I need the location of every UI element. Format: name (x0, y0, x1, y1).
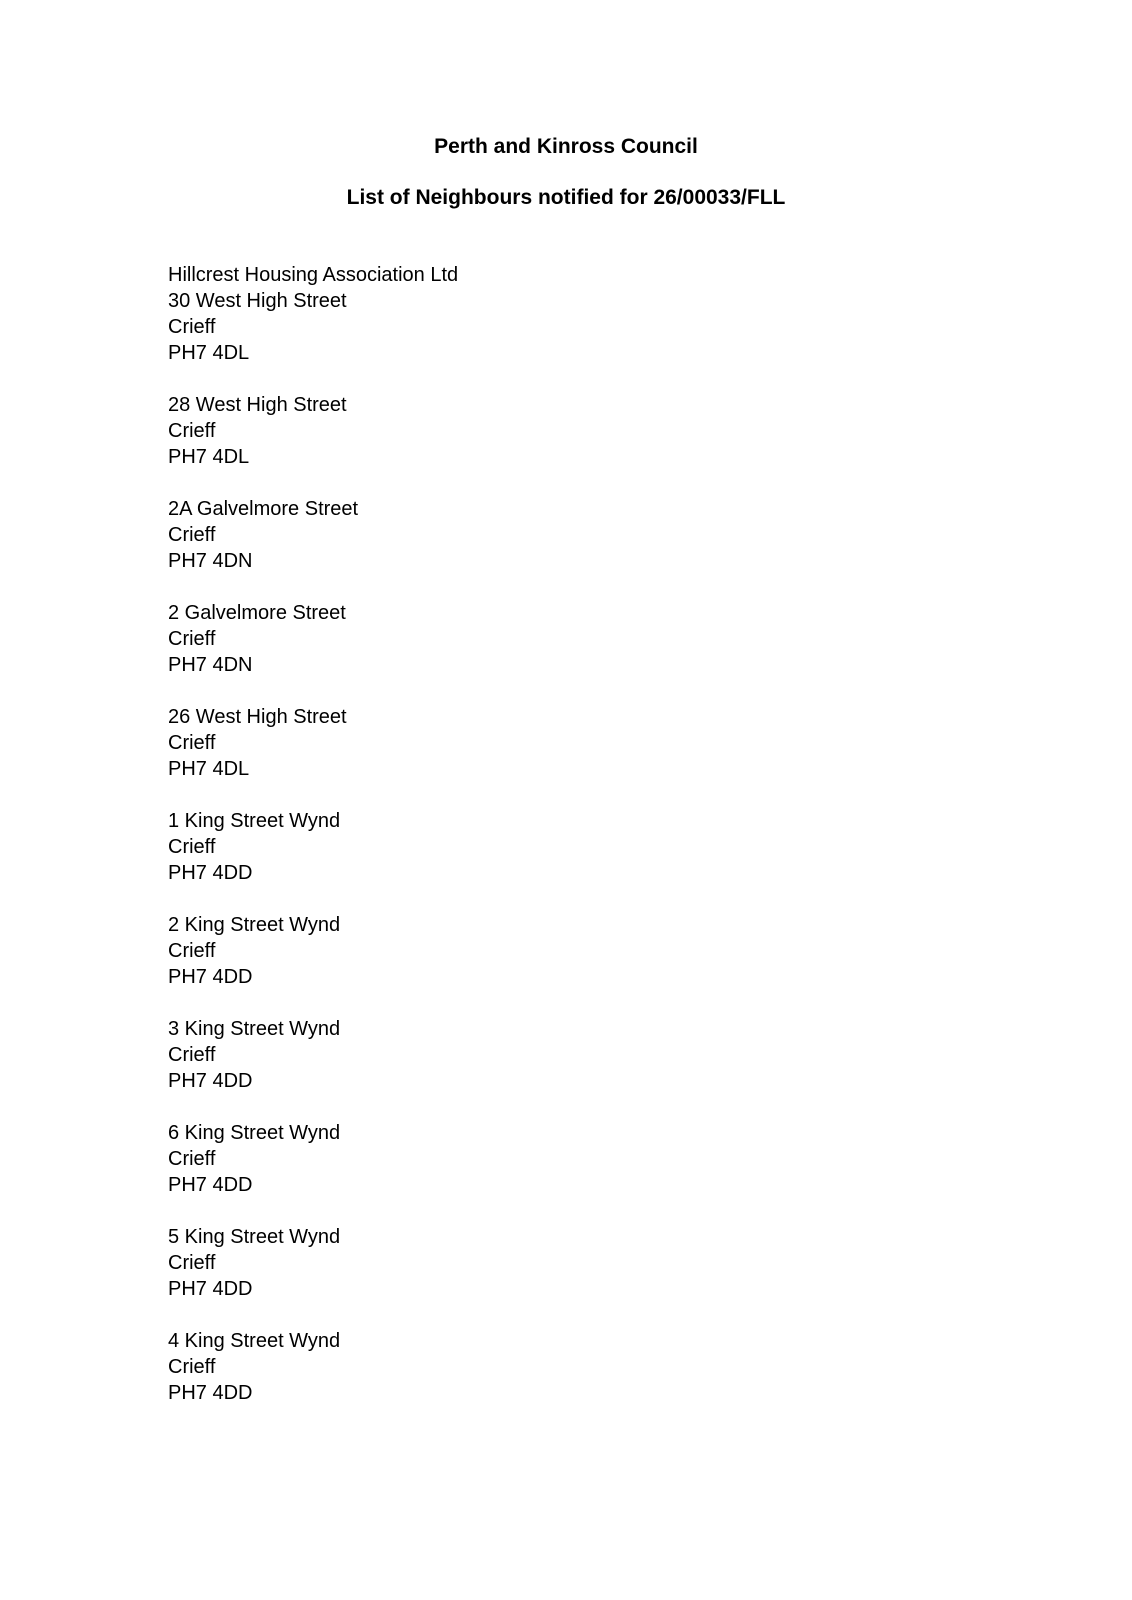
address-line: 2 King Street Wynd (168, 914, 341, 936)
address-line: 5 King Street Wynd (168, 1226, 341, 1248)
address-line: 2 Galvelmore Street (168, 602, 346, 624)
address-line: 26 West High Street (168, 706, 347, 728)
address-line: Crieff (168, 420, 216, 442)
address-line: PH7 4DD (168, 966, 253, 988)
address-block (168, 1016, 1132, 1094)
document-subtitle: List of Neighbours notified for 26/00033/FLL (346, 186, 786, 209)
address-line: 28 West High Street (168, 394, 347, 416)
address-line: PH7 4DN (168, 550, 253, 572)
address-block (168, 808, 1132, 886)
address-line: Crieff (168, 1356, 216, 1378)
address-block (168, 704, 1132, 782)
address-line: 6 King Street Wynd (168, 1122, 341, 1144)
address-block (168, 392, 1132, 470)
address-line: PH7 4DD (168, 862, 253, 884)
address-line: Crieff (168, 316, 216, 338)
address-line: 30 West High Street (168, 290, 347, 312)
address-block (168, 496, 1132, 574)
address-line: Crieff (168, 628, 216, 650)
address-line: PH7 4DD (168, 1070, 253, 1092)
neighbour-address-list (168, 262, 1132, 1406)
address-block (168, 1224, 1132, 1302)
address-line: Crieff (168, 524, 216, 546)
address-line: Hillcrest Housing Association Ltd (168, 264, 459, 286)
address-block (168, 600, 1132, 678)
address-line: Crieff (168, 1044, 216, 1066)
address-line: Crieff (168, 836, 216, 858)
address-line: PH7 4DD (168, 1174, 253, 1196)
address-line: 2A Galvelmore Street (168, 498, 359, 520)
address-line: PH7 4DL (168, 342, 250, 364)
address-line: Crieff (168, 940, 216, 962)
address-line: PH7 4DN (168, 654, 253, 676)
address-line: Crieff (168, 732, 216, 754)
address-line: 4 King Street Wynd (168, 1330, 341, 1352)
address-line: Crieff (168, 1252, 216, 1274)
address-line: Crieff (168, 1148, 216, 1170)
address-line: 1 King Street Wynd (168, 810, 341, 832)
address-line: PH7 4DL (168, 446, 250, 468)
address-line: PH7 4DL (168, 758, 250, 780)
address-block (168, 1120, 1132, 1198)
address-block (168, 262, 1132, 366)
address-line: PH7 4DD (168, 1278, 253, 1300)
address-line: 3 King Street Wynd (168, 1018, 341, 1040)
address-block (168, 912, 1132, 990)
document-title: Perth and Kinross Council (434, 135, 698, 158)
address-block (168, 1328, 1132, 1406)
address-line: PH7 4DD (168, 1382, 253, 1404)
